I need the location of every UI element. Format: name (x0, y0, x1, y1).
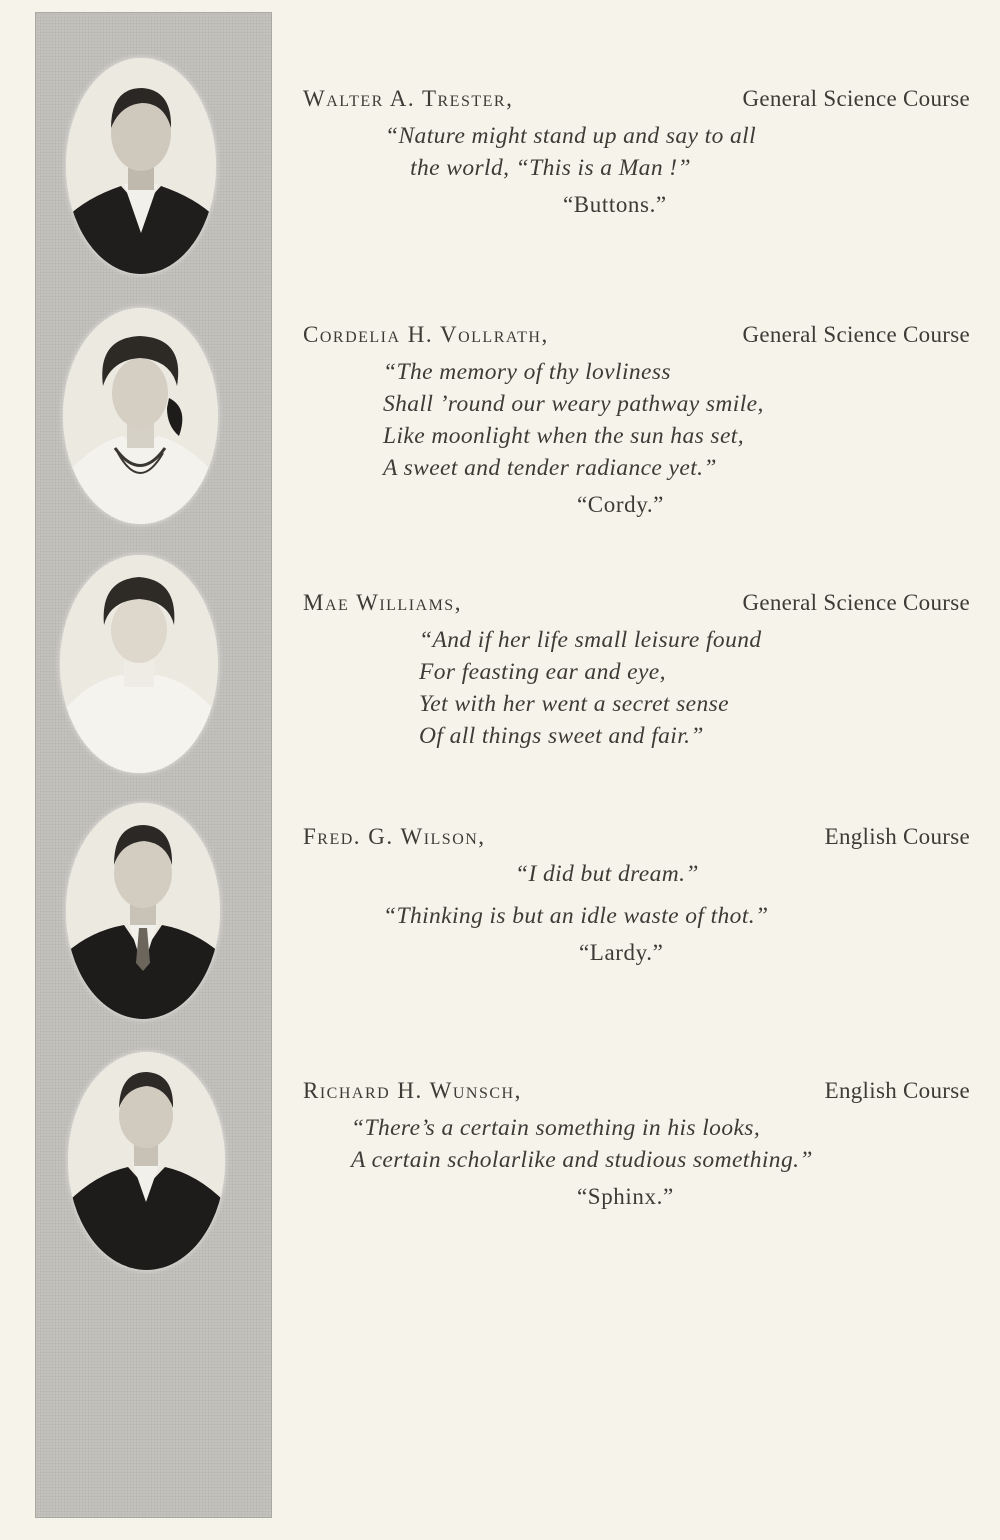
student-course: General Science Course (742, 322, 970, 347)
student-name: Fred. G. Wilson, (303, 824, 486, 849)
student-entry-walter-trester (303, 86, 970, 218)
student-quote: “I did but dream.” (515, 861, 699, 887)
student-quote: “The memory of thy lovliness Shall ’round our weary pathway smile, Like moonlight when the sun has set, A sweet and tender radiance yet.” (383, 359, 764, 481)
student-quote: “And if her life small leisure found For feasting ear and eye, Yet with her went a secret sense Of all things sweet and fair.” (419, 627, 762, 749)
student-name: Walter A. Trester, (303, 86, 514, 111)
student-quote: “Nature might stand up and say to all the world, “This is a Man !” (385, 123, 757, 181)
portrait-mae-williams (60, 555, 218, 773)
student-name: Mae Williams, (303, 590, 462, 615)
student-name: Richard H. Wunsch, (303, 1078, 522, 1103)
student-course: General Science Course (742, 86, 970, 111)
student-entry-mae-williams (303, 590, 970, 752)
student-nickname: “Lardy.” (579, 940, 664, 965)
student-quote: “There’s a certain something in his looks, A certain scholarlike and studious something.” (351, 1115, 813, 1173)
student-entry-richard-wunsch (303, 1078, 970, 1210)
portrait-fred-wilson (66, 803, 220, 1019)
portrait-walter-trester (66, 58, 216, 274)
student-nickname: “Buttons.” (563, 192, 667, 217)
student-nickname: “Sphinx.” (577, 1184, 674, 1209)
student-course: English Course (824, 1078, 970, 1103)
student-nickname: “Cordy.” (577, 492, 664, 517)
portrait-richard-wunsch (68, 1052, 225, 1270)
student-course: General Science Course (742, 590, 970, 615)
student-entry-cordelia-vollrath (303, 322, 970, 518)
student-quote: “Thinking is but an idle waste of thot.” (383, 903, 769, 929)
student-entry-fred-wilson (303, 824, 970, 966)
portrait-cordelia-vollrath (63, 308, 218, 524)
student-name: Cordelia H. Vollrath, (303, 322, 549, 347)
student-course: English Course (824, 824, 970, 849)
